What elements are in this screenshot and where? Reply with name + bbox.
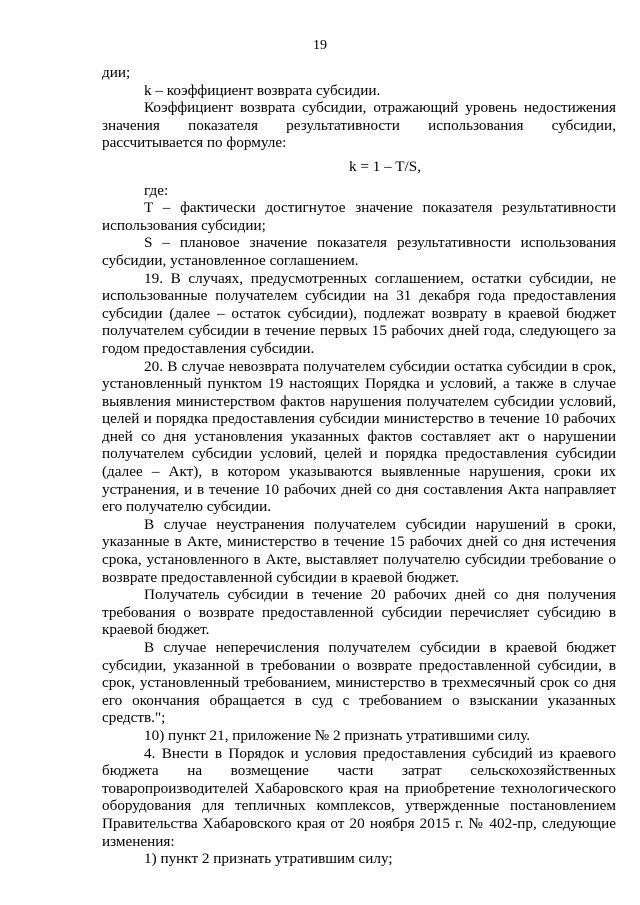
paragraph-s-definition: S – плановое значение показателя результативности использования субсидии, установленное соглашением.: [102, 234, 616, 269]
paragraph-coefficient-intro: Коэффициент возврата субсидии, отражающий уровень недостижения значения показателя результативности использования субсидии, рассчитывается по формуле:: [102, 99, 616, 152]
paragraph-continuation: дии;: [102, 64, 131, 81]
paragraph-item-20: 20. В случае невозврата получателем субсидии остатка субсидии в срок, установленный пунктом 19 настоящих Порядка и условий, а также в случае выявления министерством фактов нарушения получателем субсидии условий, целей и порядка предоставления субсидии министерство в течение 10 рабочих дней со дня установления указанных фактов составляет акт о нарушении получателем субсидии условий, целей и порядка предоставления субсидии (далее – Акт), в котором указываются выявленные нарушения, сроки их устранения, и в течение 10 рабочих дней со дня составления Акта направляет его получателю субсидии.: [102, 357, 616, 516]
paragraph-refund-20-days: Получатель субсидии в течение 20 рабочих дней со дня получения требования о возврате предоставленной субсидии перечисляет субсидию в краевой бюджет.: [102, 586, 616, 639]
paragraph-item-4: 4. Внести в Порядок и условия предоставления субсидий из краевого бюджета на возмещение части затрат сельскохозяйственных товаропроизводителей Хабаровского края на приобретение технологического оборудования для тепличных комплексов, утвержденные постановлением Правительства Хабаровского края от 20 ноября 2015 г. № 402-пр, следующие изменения:: [102, 744, 616, 850]
paragraph-item-19: 19. В случаях, предусмотренных соглашением, остатки субсидии, не использованные получателем субсидии на 31 декабря года предоставления субсидии (далее – остаток субсидии), подлежат возврату в краевой бюджет получателем субсидии в течение первых 15 рабочих дней года, следующего за годом предоставления субсидии.: [102, 269, 616, 357]
paragraph-t-definition: T – фактически достигнутое значение показателя результативности использования субсидии;: [102, 199, 616, 234]
paragraph-court: В случае неперечисления получателем субсидии в краевой бюджет субсидии, указанной в требовании о возврате предоставленной субсидии, в срок, установленный требованием, министерство в трехмесячный срок со дня его окончания обращается в суд с требованием о взыскании указанных средств.";: [102, 639, 616, 727]
page-number: 19: [313, 38, 327, 53]
paragraph-non-elimination: В случае неустранения получателем субсидии нарушений в сроки, указанные в Акте, министерство в течение 15 рабочих дней со дня истечения срока, установленного в Акте, выставляет получателю субсидии требование о возврате предоставленной субсидии в краевой бюджет.: [102, 515, 616, 586]
document-body: [102, 64, 616, 868]
paragraph-item-10: 10) пункт 21, приложение № 2 признать утратившими силу.: [144, 726, 531, 744]
formula: k = 1 – T/S,: [349, 157, 421, 175]
paragraph-where: где:: [144, 181, 169, 199]
paragraph-subitem-1: 1) пункт 2 признать утратившим силу;: [144, 850, 393, 868]
paragraph-k-definition: k – коэффициент возврата субсидии.: [144, 81, 381, 99]
